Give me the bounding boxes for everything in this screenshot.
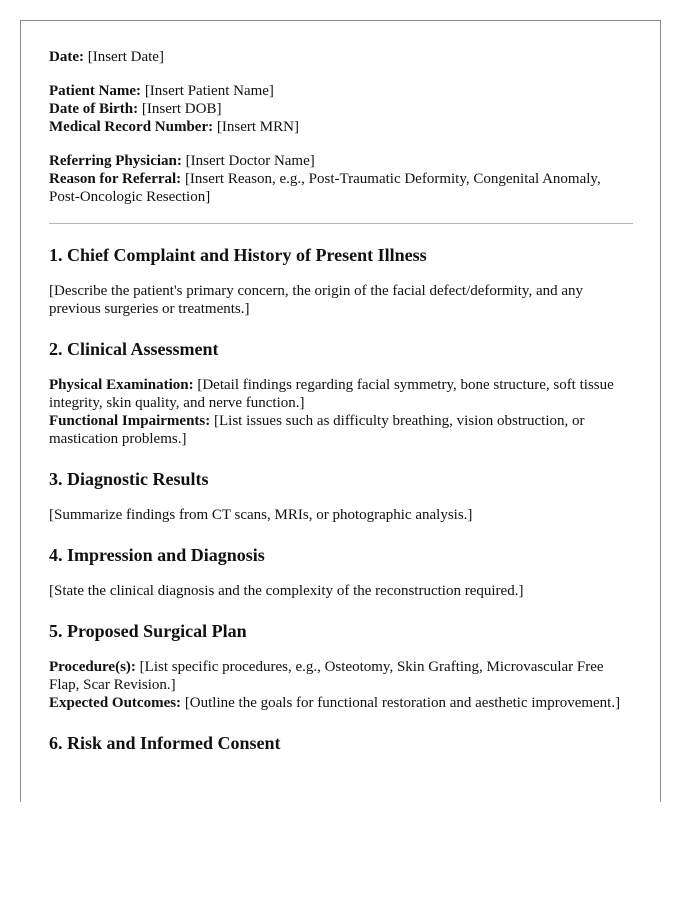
document-content — [49, 48, 635, 754]
patient-name-value: [Insert Patient Name] — [141, 83, 274, 99]
procedures-value: [List specific procedures, e.g., Osteotomy, Skin Grafting, Microvascular Free Flap, Scar Revision.] — [49, 659, 604, 693]
expected-outcomes-label: Expected Outcomes: — [49, 695, 182, 711]
dob-line — [49, 100, 635, 118]
section-body-chief-complaint: [Describe the patient's primary concern, the origin of the facial defect/deformity, and any previous surgeries or treatments.] — [49, 283, 584, 317]
section-title-chief-complaint: 1. Chief Complaint and History of Present Illness — [49, 245, 427, 265]
procedures-line — [49, 658, 635, 694]
physical-examination-line — [49, 376, 635, 412]
physical-examination-value: [Detail findings regarding facial symmetry, bone structure, soft tissue integrity, skin quality, and nerve function.] — [49, 377, 614, 411]
functional-impairments-label: Functional Impairments: — [49, 413, 211, 429]
functional-impairments-value: [List issues such as difficulty breathing, vision obstruction, or mastication problems.] — [49, 413, 585, 447]
dob-label: Date of Birth: — [49, 101, 139, 117]
date-line — [49, 48, 635, 66]
section-title-diagnostic-results: 3. Diagnostic Results — [49, 469, 209, 489]
document-page — [20, 20, 661, 802]
reason-for-referral-label: Reason for Referral: — [49, 171, 182, 187]
reason-for-referral-value: [Insert Reason, e.g., Post-Traumatic Deformity, Congenital Anomaly, Post-Oncologic Resection] — [49, 171, 601, 205]
section-title-risk-consent: 6. Risk and Informed Consent — [49, 733, 281, 753]
referring-physician-line — [49, 152, 635, 170]
physical-examination-label: Physical Examination: — [49, 377, 194, 393]
section-title-surgical-plan: 5. Proposed Surgical Plan — [49, 621, 247, 641]
referring-physician-label: Referring Physician: — [49, 153, 182, 169]
section-title-impression-diagnosis: 4. Impression and Diagnosis — [49, 545, 265, 565]
functional-impairments-line — [49, 412, 635, 448]
section-body-diagnostic-results: [Summarize findings from CT scans, MRIs, or photographic analysis.] — [49, 507, 473, 523]
expected-outcomes-line — [49, 694, 635, 712]
date-value: [Insert Date] — [83, 49, 164, 65]
reason-for-referral-line — [49, 170, 635, 206]
patient-name-label: Patient Name: — [49, 83, 142, 99]
patient-name-line — [49, 82, 635, 100]
mrn-label: Medical Record Number: — [49, 119, 214, 135]
section-title-clinical-assessment: 2. Clinical Assessment — [49, 339, 219, 359]
referring-physician-value: [Insert Doctor Name] — [181, 153, 315, 169]
mrn-line — [49, 118, 635, 136]
section-body-impression-diagnosis: [State the clinical diagnosis and the complexity of the reconstruction required.] — [49, 583, 524, 599]
mrn-value: [Insert MRN] — [213, 119, 299, 135]
expected-outcomes-value: [Outline the goals for functional restoration and aesthetic improvement.] — [181, 695, 621, 711]
date-label: Date: — [49, 49, 84, 65]
header-divider — [49, 223, 633, 224]
procedures-label: Procedure(s): — [49, 659, 136, 675]
dob-value: [Insert DOB] — [138, 101, 222, 117]
